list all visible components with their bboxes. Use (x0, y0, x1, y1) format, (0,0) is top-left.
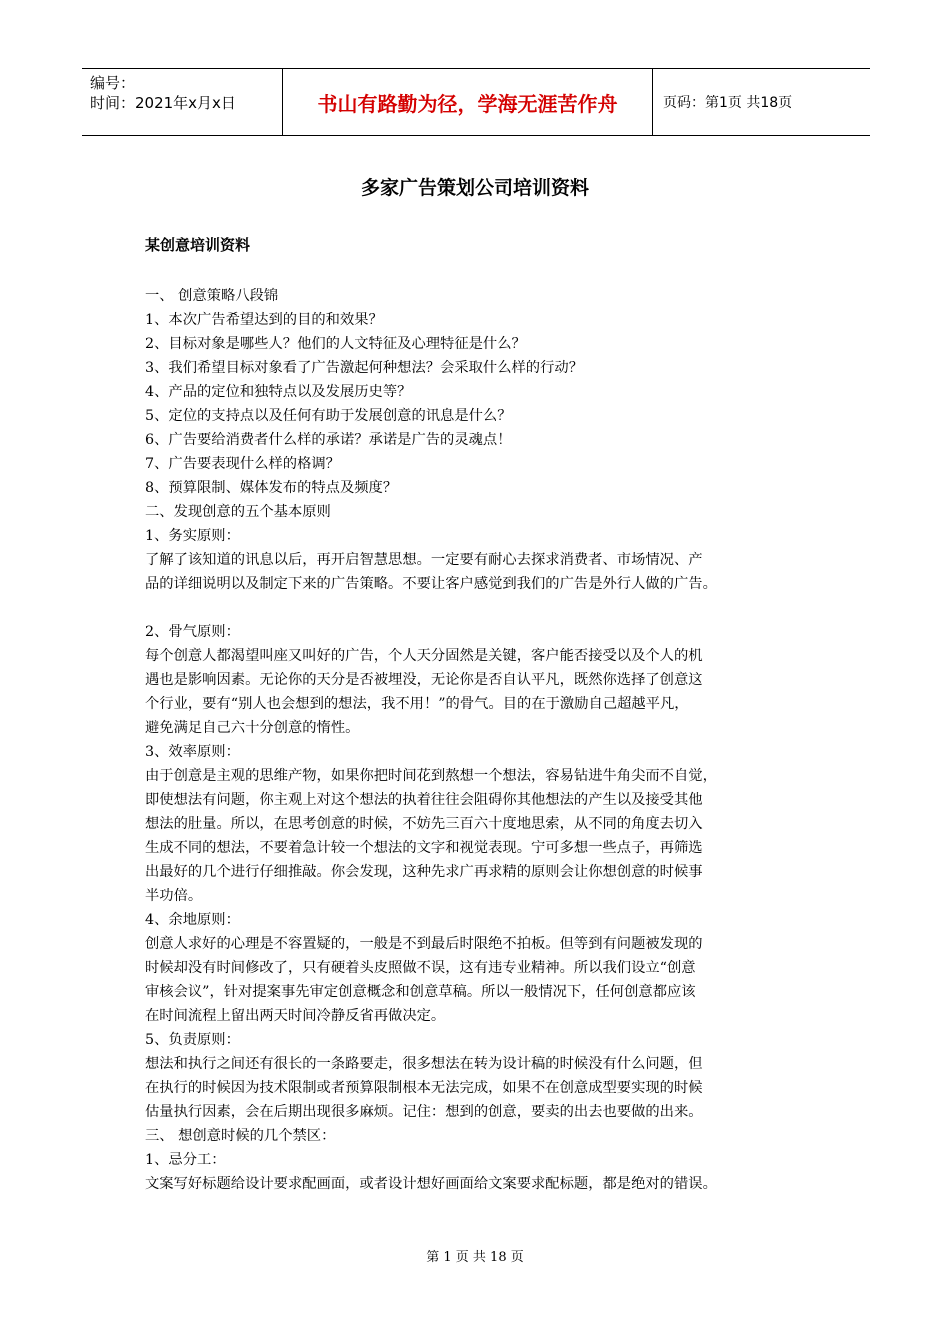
body-line: 即使想法有问题，你主观上对这个想法的执着往往会阻碍你其他想法的产生以及接受其他 (145, 792, 703, 808)
body-line: 二、发现创意的五个基本原则 (145, 504, 331, 520)
body-line: 审核会议”，针对提案事先审定创意概念和创意草稿。所以一般情况下，任何创意都应该 (145, 984, 696, 1000)
body-line: 想法和执行之间还有很长的一条路要走，很多想法在转为设计稿的时候没有什么问题，但 (145, 1056, 703, 1072)
body-line: 创意人求好的心理是不容置疑的，一般是不到最后时限绝不拍板。但等到有问题被发现的 (145, 936, 703, 952)
body-line: 1、务实原则： (145, 528, 240, 544)
body-line: 7、广告要表现什么样的格调？ (145, 456, 340, 472)
body-line: 2、目标对象是哪些人？他们的人文特征及心理特征是什么？ (145, 336, 526, 352)
document-title: 多家广告策划公司培训资料 (360, 177, 589, 199)
body-line: 1、忌分工： (145, 1152, 226, 1168)
body-line: 时候却没有时间修改了，只有硬着头皮照做不误，这有违专业精神。所以我们设立“创意 (145, 960, 696, 976)
document-body (145, 284, 825, 1196)
page-header (82, 68, 870, 136)
body-line: 想法的肚量。所以，在思考创意的时候，不妨先三百六十度地思索，从不同的角度去切入 (145, 816, 703, 832)
blank-line (145, 596, 825, 620)
body-line: 个行业，要有“别人也会想到的想法，我不用！”的骨气。目的在于激励自己超越平凡， (145, 696, 689, 712)
body-line: 5、定位的支持点以及任何有助于发展创意的讯息是什么？ (145, 408, 512, 424)
body-line: 1、本次广告希望达到的目的和效果？ (145, 312, 383, 328)
body-line: 文案写好标题给设计要求配画面，或者设计想好画面给文案要求配标题，都是绝对的错误。 (145, 1176, 717, 1192)
body-line: 3、效率原则： (145, 744, 240, 760)
document-subtitle: 某创意培训资料 (145, 236, 251, 254)
body-line: 4、产品的定位和独特点以及发展历史等？ (145, 384, 412, 400)
body-line: 4、余地原则： (145, 912, 240, 928)
body-line: 在时间流程上留出两天时间冷静反省再做决定。 (145, 1008, 446, 1024)
body-line: 生成不同的想法，不要着急计较一个想法的文字和视觉表现。宁可多想一些点子，再筛选 (145, 840, 703, 856)
body-line: 遇也是影响因素。无论你的天分是否被埋没，无论你是否自认平凡，既然你选择了创意这 (145, 672, 703, 688)
header-meta (82, 69, 282, 135)
body-line: 8、预算限制、媒体发布的特点及频度？ (145, 480, 398, 496)
body-line: 品的详细说明以及制定下来的广告策略。不要让客户感觉到我们的广告是外行人做的广告。 (145, 576, 717, 592)
body-line: 避免满足自己六十分创意的惰性。 (145, 720, 360, 736)
body-line: 半功倍。 (145, 888, 203, 904)
body-line: 2、骨气原则： (145, 624, 240, 640)
body-line: 3、我们希望目标对象看了广告激起何种想法？会采取什么样的行动？ (145, 360, 583, 376)
body-line: 了解了该知道的讯息以后，再开启智慧思想。一定要有耐心去探求消费者、市场情况、产 (145, 552, 703, 568)
body-line: 由于创意是主观的思维产物，如果你把时间花到熬想一个想法，容易钻进牛角尖而不自觉， (145, 768, 717, 784)
header-page-info: 页码：第1页 共18页 (663, 95, 793, 111)
body-line: 一、 创意策略八段锦 (145, 288, 279, 304)
document-date-label: 时间：2021年x月x日 (90, 94, 236, 112)
body-line: 估量执行因素，会在后期出现很多麻烦。记住：想到的创意，要卖的出去也要做的出来。 (145, 1104, 703, 1120)
header-motto: 书山有路勤为径，学海无涯苦作舟 (282, 69, 653, 135)
body-line: 在执行的时候因为技术限制或者预算限制根本无法完成，如果不在创意成型要实现的时候 (145, 1080, 703, 1096)
page-footer: 第 1 页 共 18 页 (426, 1250, 524, 1265)
body-line: 出最好的几个进行仔细推敲。你会发现，这种先求广再求精的原则会让你想创意的时候事 (145, 864, 703, 880)
body-line: 三、 想创意时候的几个禁区： (145, 1128, 336, 1144)
body-line: 6、广告要给消费者什么样的承诺？承诺是广告的灵魂点！ (145, 432, 512, 448)
document-number-label: 编号： (90, 74, 136, 92)
body-line: 5、负责原则： (145, 1032, 240, 1048)
body-line: 每个创意人都渴望叫座又叫好的广告，个人天分固然是关键，客户能否接受以及个人的机 (145, 648, 703, 664)
